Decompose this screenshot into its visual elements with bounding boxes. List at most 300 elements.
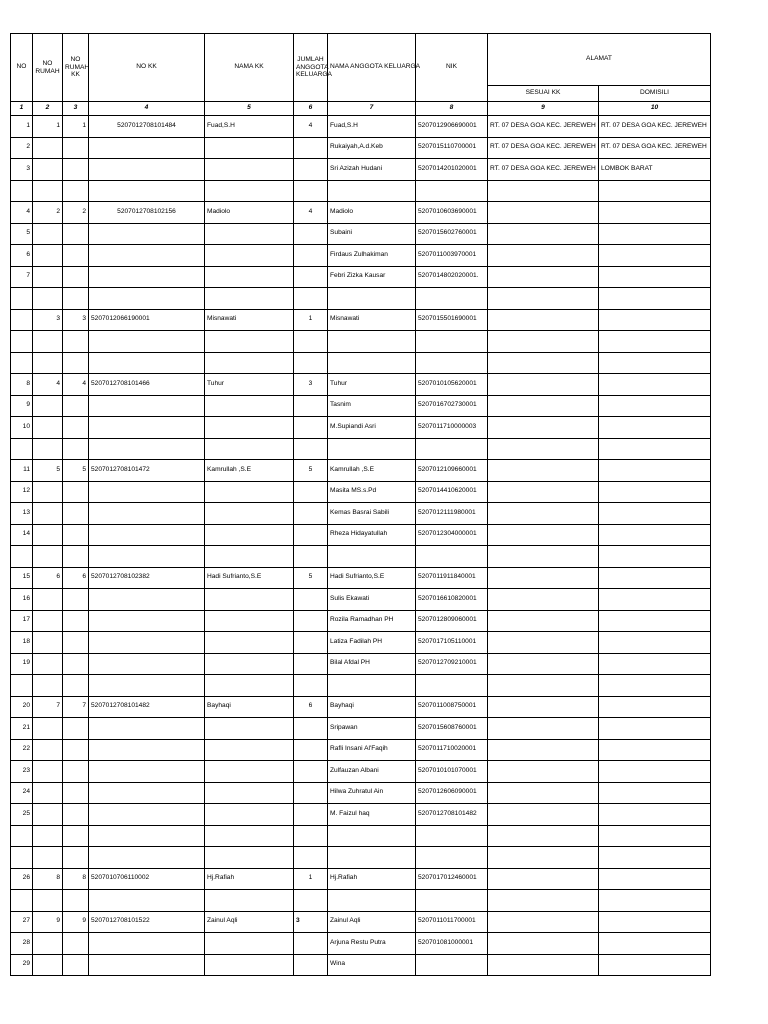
cell-no-rumah-kk [63,481,89,503]
cell-no: 26 [11,868,33,890]
cell-no: 25 [11,804,33,826]
table-row [11,266,711,288]
cell-no-rumah [33,739,63,761]
cell-nama-anggota: Zainul Aqli [328,911,416,933]
table-row [11,632,711,654]
cell-no-rumah [33,180,63,202]
cell-no-rumah-kk [63,266,89,288]
cell-no-kk [89,331,205,353]
cell-alamat-sesuai-kk [488,761,599,783]
cell-jumlah-anggota [294,782,328,804]
cell-no: 16 [11,589,33,611]
cell-jumlah-anggota: 1 [294,868,328,890]
cell-alamat-domisili [599,868,711,890]
cell-no: 23 [11,761,33,783]
cell-alamat-sesuai-kk [488,417,599,439]
table-row [11,610,711,632]
cell-no-kk [89,546,205,568]
cell-no-rumah-kk [63,589,89,611]
cell-nama-kk [205,675,294,697]
cell-alamat-sesuai-kk [488,933,599,955]
cell-alamat-domisili [599,374,711,396]
cell-no-kk: 5207012708101482 [89,696,205,718]
cell-no-rumah [33,524,63,546]
cell-jumlah-anggota [294,159,328,181]
cell-nama-kk [205,610,294,632]
cell-jumlah-anggota [294,589,328,611]
table-row [11,804,711,826]
cell-no-kk [89,481,205,503]
cell-alamat-domisili [599,245,711,267]
cell-nama-kk [205,288,294,310]
cell-jumlah-anggota: 1 [294,309,328,331]
cell-alamat-domisili [599,933,711,955]
table-row [11,309,711,331]
cell-nik: 5207014802020001. [416,266,488,288]
cell-no: 9 [11,395,33,417]
cell-no-kk: 5207010706110002 [89,868,205,890]
cell-no: 8 [11,374,33,396]
cell-jumlah-anggota [294,223,328,245]
cell-no: 18 [11,632,33,654]
cell-jumlah-anggota: 3 [294,374,328,396]
table-row [11,202,711,224]
cell-no-rumah [33,954,63,976]
cell-alamat-domisili: LOMBOK BARAT [599,159,711,181]
cell-jumlah-anggota [294,632,328,654]
cell-jumlah-anggota [294,266,328,288]
cell-nama-anggota: Arjuna Restu Putra [328,933,416,955]
cell-alamat-domisili [599,395,711,417]
cell-nama-anggota: Subaini [328,223,416,245]
header-nik: NIK [416,34,488,102]
cell-nama-kk [205,761,294,783]
cell-jumlah-anggota [294,180,328,202]
cell-nama-anggota: Febri Zizka Kausar [328,266,416,288]
cell-jumlah-anggota [294,481,328,503]
cell-nik: 5207010603690001 [416,202,488,224]
cell-no [11,352,33,374]
cell-nama-anggota: Sri Azizah Hudani [328,159,416,181]
cell-nik: 5207012111980001 [416,503,488,525]
cell-no-rumah-kk: 6 [63,567,89,589]
cell-no-rumah [33,266,63,288]
cell-nama-kk: Misnawati [205,309,294,331]
cell-alamat-sesuai-kk [488,718,599,740]
cell-no-rumah-kk [63,159,89,181]
cell-no: 2 [11,137,33,159]
cell-alamat-sesuai-kk: RT. 07 DESA GOA KEC. JEREWEH [488,116,599,138]
cell-nik: 5207017105110001 [416,632,488,654]
column-number-row [11,102,711,116]
cell-jumlah-anggota [294,610,328,632]
cell-nik [416,180,488,202]
cell-nama-kk [205,825,294,847]
cell-nama-kk [205,524,294,546]
table-row [11,868,711,890]
cell-nama-kk: Zainul Aqli [205,911,294,933]
cell-no: 24 [11,782,33,804]
cell-nama-anggota [328,847,416,869]
cell-alamat-sesuai-kk [488,266,599,288]
cell-alamat-sesuai-kk [488,331,599,353]
cell-no [11,438,33,460]
cell-jumlah-anggota [294,331,328,353]
cell-no: 13 [11,503,33,525]
cell-alamat-domisili [599,460,711,482]
cell-no-rumah-kk [63,137,89,159]
table-row [11,825,711,847]
table-row [11,116,711,138]
cell-alamat-domisili [599,223,711,245]
cell-alamat-domisili [599,288,711,310]
cell-no-rumah: 6 [33,567,63,589]
cell-no-rumah-kk [63,890,89,912]
table-row [11,675,711,697]
cell-jumlah-anggota: 3 [294,911,328,933]
cell-alamat-sesuai-kk [488,868,599,890]
table-row [11,438,711,460]
cell-no-kk [89,524,205,546]
cell-alamat-domisili [599,481,711,503]
cell-jumlah-anggota [294,352,328,374]
cell-no-rumah-kk [63,417,89,439]
header-no-rumah-kk: NO RUMAH KK [63,34,89,102]
table-row [11,331,711,353]
cell-alamat-sesuai-kk [488,825,599,847]
table-row [11,911,711,933]
cell-no: 15 [11,567,33,589]
cell-alamat-domisili [599,825,711,847]
cell-nama-anggota: Fuad,S.H [328,116,416,138]
cell-no-kk [89,417,205,439]
cell-no-kk [89,137,205,159]
cell-no-rumah-kk: 4 [63,374,89,396]
cell-no-rumah-kk: 1 [63,116,89,138]
cell-alamat-domisili [599,503,711,525]
cell-nik [416,847,488,869]
cell-nama-kk [205,546,294,568]
cell-no: 29 [11,954,33,976]
cell-jumlah-anggota [294,847,328,869]
cell-jumlah-anggota [294,653,328,675]
cell-nik: 5207011003970001 [416,245,488,267]
cell-alamat-sesuai-kk [488,395,599,417]
cell-no-kk: 5207012708101466 [89,374,205,396]
cell-nik [416,954,488,976]
cell-nik: 5207012708101482 [416,804,488,826]
table-row [11,395,711,417]
cell-nama-anggota: M.Supiandi Asri [328,417,416,439]
cell-nama-kk [205,653,294,675]
cell-nama-kk [205,739,294,761]
cell-alamat-sesuai-kk [488,245,599,267]
cell-no-rumah: 1 [33,116,63,138]
cell-nama-anggota: Tuhur [328,374,416,396]
cell-nik: 5207011911840001 [416,567,488,589]
cell-nama-anggota: Hj.Rafiah [328,868,416,890]
cell-nik: 5207016702730001 [416,395,488,417]
cell-nik: 5207016610820001 [416,589,488,611]
table-row [11,653,711,675]
cell-no-rumah-kk [63,610,89,632]
cell-no-rumah [33,782,63,804]
cell-no-rumah-kk [63,675,89,697]
cell-alamat-sesuai-kk [488,180,599,202]
cell-no-kk: 5207012708101472 [89,460,205,482]
cell-alamat-sesuai-kk [488,503,599,525]
cell-alamat-domisili [599,847,711,869]
cell-alamat-sesuai-kk [488,675,599,697]
cell-nama-kk: Madiolo [205,202,294,224]
cell-no-rumah [33,395,63,417]
cell-no-kk: 5207012708101522 [89,911,205,933]
cell-jumlah-anggota [294,503,328,525]
cell-no-rumah [33,331,63,353]
column-number: 6 [294,102,328,116]
cell-no [11,890,33,912]
cell-nama-anggota: Misnawati [328,309,416,331]
cell-nik [416,546,488,568]
cell-alamat-sesuai-kk [488,890,599,912]
cell-nama-kk [205,933,294,955]
cell-alamat-domisili [599,696,711,718]
cell-alamat-domisili [599,675,711,697]
cell-no-rumah-kk: 8 [63,868,89,890]
cell-nik: 5207011011700001 [416,911,488,933]
cell-nama-anggota [328,288,416,310]
cell-alamat-sesuai-kk: RT. 07 DESA GOA KEC. JEREWEH [488,137,599,159]
cell-nama-anggota: Masita MS.s.Pd [328,481,416,503]
cell-nama-kk: Hj.Rafiah [205,868,294,890]
cell-no-rumah [33,503,63,525]
cell-nama-anggota [328,675,416,697]
column-number: 7 [328,102,416,116]
cell-jumlah-anggota [294,524,328,546]
cell-no [11,288,33,310]
cell-no-kk [89,180,205,202]
cell-no: 11 [11,460,33,482]
cell-no [11,546,33,568]
cell-no-rumah-kk [63,288,89,310]
cell-nama-kk [205,395,294,417]
cell-no-rumah-kk: 2 [63,202,89,224]
cell-nik: 5207012809060001 [416,610,488,632]
cell-alamat-domisili [599,739,711,761]
cell-no-rumah: 2 [33,202,63,224]
cell-nama-anggota: Rafli Insani Al'Faqih [328,739,416,761]
cell-alamat-domisili [599,610,711,632]
cell-no-rumah-kk [63,352,89,374]
cell-nama-anggota: Tasnim [328,395,416,417]
cell-nama-anggota: Rheza Hidayatullah [328,524,416,546]
cell-no-kk [89,718,205,740]
cell-nik: 5207011008750001 [416,696,488,718]
cell-jumlah-anggota: 6 [294,696,328,718]
cell-nama-anggota [328,331,416,353]
table-row [11,524,711,546]
cell-nama-kk [205,782,294,804]
cell-alamat-sesuai-kk [488,438,599,460]
cell-jumlah-anggota [294,438,328,460]
cell-nama-anggota: Kamrullah ,S.E [328,460,416,482]
cell-no-kk [89,933,205,955]
cell-no-rumah [33,933,63,955]
cell-no-rumah-kk [63,653,89,675]
cell-no: 3 [11,159,33,181]
column-number: 4 [89,102,205,116]
cell-nik: 5207017012460001 [416,868,488,890]
cell-no-kk [89,761,205,783]
cell-alamat-domisili [599,546,711,568]
cell-alamat-sesuai-kk [488,546,599,568]
cell-no-rumah-kk [63,804,89,826]
cell-alamat-domisili [599,632,711,654]
cell-no-rumah-kk [63,331,89,353]
cell-no: 19 [11,653,33,675]
cell-alamat-domisili [599,890,711,912]
cell-nama-kk [205,589,294,611]
cell-no-rumah [33,245,63,267]
cell-no: 1 [11,116,33,138]
cell-nama-kk [205,137,294,159]
cell-alamat-sesuai-kk [488,374,599,396]
header-no: NO [11,34,33,102]
cell-nik [416,438,488,460]
cell-no: 6 [11,245,33,267]
cell-nik: 5207015110700001 [416,137,488,159]
cell-alamat-sesuai-kk [488,481,599,503]
cell-nik: 5207014410620001 [416,481,488,503]
cell-nama-anggota [328,825,416,847]
cell-jumlah-anggota [294,675,328,697]
cell-no-rumah-kk [63,761,89,783]
cell-alamat-domisili [599,202,711,224]
cell-no-kk [89,632,205,654]
cell-nik: 5207012304000001 [416,524,488,546]
cell-alamat-sesuai-kk [488,782,599,804]
cell-alamat-domisili [599,804,711,826]
cell-no-rumah [33,546,63,568]
table-row [11,546,711,568]
cell-no-rumah: 9 [33,911,63,933]
cell-no-rumah [33,417,63,439]
cell-no: 20 [11,696,33,718]
cell-alamat-sesuai-kk [488,610,599,632]
cell-nik: 5207015501690001 [416,309,488,331]
cell-nik: 5207014201020001 [416,159,488,181]
cell-no-rumah [33,288,63,310]
cell-alamat-domisili [599,782,711,804]
cell-no [11,847,33,869]
cell-alamat-sesuai-kk [488,653,599,675]
cell-jumlah-anggota: 4 [294,202,328,224]
cell-no-rumah: 7 [33,696,63,718]
cell-no-rumah [33,761,63,783]
cell-jumlah-anggota: 4 [294,116,328,138]
cell-no-kk: 5207012708102382 [89,567,205,589]
cell-no-kk [89,503,205,525]
cell-no: 5 [11,223,33,245]
cell-nama-kk [205,804,294,826]
cell-nik [416,331,488,353]
cell-no: 28 [11,933,33,955]
cell-nama-anggota: Wina [328,954,416,976]
cell-nama-anggota: Hilwa Zuhratul Ain [328,782,416,804]
cell-no: 12 [11,481,33,503]
cell-nama-kk: Bayhaqi [205,696,294,718]
cell-jumlah-anggota [294,954,328,976]
table-row [11,460,711,482]
cell-jumlah-anggota [294,739,328,761]
cell-nama-kk [205,718,294,740]
cell-no [11,180,33,202]
column-number: 10 [599,102,711,116]
cell-nama-kk [205,890,294,912]
cell-no-rumah: 5 [33,460,63,482]
header-jumlah-anggota: JUMLAH ANGGOTA KELUARGA [294,34,328,102]
header-nama-anggota: NAMA ANGGOTA KELUARGA [328,34,416,102]
cell-no-rumah [33,610,63,632]
cell-no [11,675,33,697]
cell-nik: 5207012109660001 [416,460,488,482]
cell-nama-kk [205,503,294,525]
table-row [11,352,711,374]
cell-alamat-sesuai-kk [488,804,599,826]
cell-alamat-domisili [599,309,711,331]
cell-no: 27 [11,911,33,933]
cell-no-rumah [33,481,63,503]
cell-no-rumah [33,804,63,826]
cell-nama-anggota: M. Faizul haq [328,804,416,826]
cell-nama-anggota: Sripawan [328,718,416,740]
cell-nama-kk [205,245,294,267]
cell-no: 17 [11,610,33,632]
cell-no-rumah [33,890,63,912]
cell-no-rumah-kk [63,825,89,847]
table-row [11,782,711,804]
table-row [11,761,711,783]
table-row [11,847,711,869]
cell-no-kk: 5207012708102156 [89,202,205,224]
cell-no-rumah: 4 [33,374,63,396]
cell-no-rumah [33,137,63,159]
cell-alamat-domisili [599,653,711,675]
cell-no-kk [89,675,205,697]
table-row [11,954,711,976]
cell-nik: 5207015602760001 [416,223,488,245]
cell-alamat-domisili: RT. 07 DESA GOA KEC. JEREWEH [599,137,711,159]
cell-nik: 520701081000001 [416,933,488,955]
cell-alamat-domisili [599,761,711,783]
cell-no-rumah-kk [63,718,89,740]
cell-no: 21 [11,718,33,740]
header-nama-kk: NAMA KK [205,34,294,102]
column-number: 5 [205,102,294,116]
cell-nik: 5207010101070001 [416,761,488,783]
cell-nama-anggota: Rukaiyah,A.d.Keb [328,137,416,159]
cell-jumlah-anggota [294,890,328,912]
cell-nama-kk [205,438,294,460]
cell-nama-anggota: Hadi Sufrianto,S.E [328,567,416,589]
cell-nama-kk [205,180,294,202]
cell-no-rumah-kk [63,524,89,546]
table-row [11,739,711,761]
cell-alamat-domisili [599,589,711,611]
column-number: 2 [33,102,63,116]
cell-no-rumah [33,159,63,181]
column-number: 8 [416,102,488,116]
